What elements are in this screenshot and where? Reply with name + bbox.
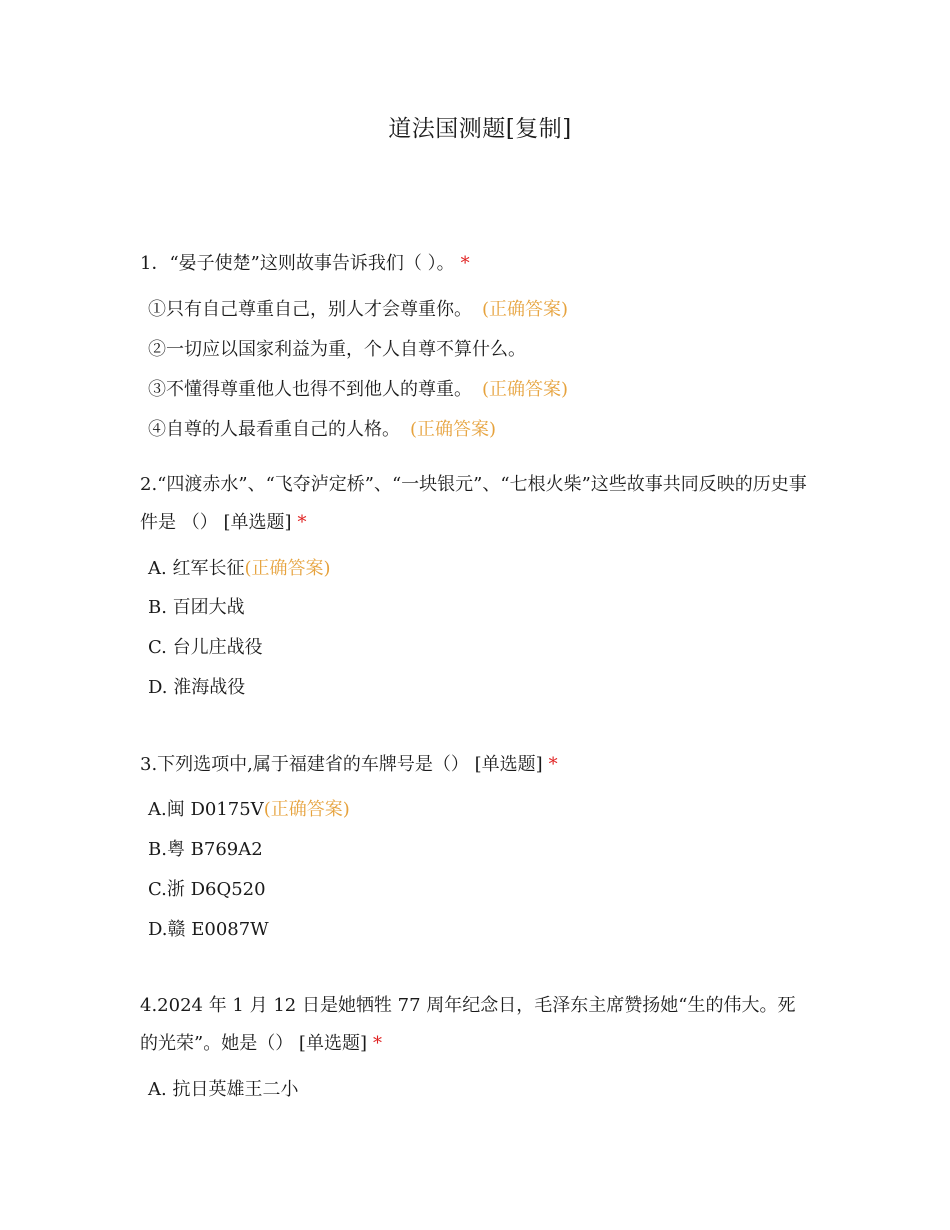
- option-label: ③不懂得尊重他人也得不到他人的尊重。: [148, 379, 472, 400]
- required-mark: *: [372, 1033, 382, 1054]
- question-2: [140, 466, 810, 542]
- correct-answer-tag: (正确答案): [482, 299, 569, 320]
- option-label: ①只有自己尊重自己，别人才会尊重你。: [148, 299, 472, 320]
- required-mark: *: [460, 253, 470, 274]
- q2-option-d[interactable]: [148, 676, 245, 700]
- question-text: 3.下列选项中,属于福建省的车牌号是（） [单选题]: [140, 754, 543, 775]
- q4-option-a[interactable]: [148, 1078, 298, 1102]
- correct-answer-tag: (正确答案): [244, 558, 331, 579]
- q2-option-a[interactable]: [148, 557, 331, 581]
- q3-option-a[interactable]: [148, 798, 350, 822]
- question-4: [140, 987, 810, 1063]
- q3-option-c[interactable]: [148, 878, 266, 902]
- correct-answer-tag: (正确答案): [263, 799, 350, 820]
- option-label: D. 淮海战役: [148, 677, 246, 698]
- required-mark: *: [297, 512, 307, 533]
- option-label: C.浙 D6Q520: [148, 879, 266, 900]
- option-label: ④自尊的人最看重自己的人格。: [148, 419, 400, 440]
- correct-answer-tag: (正确答案): [482, 379, 569, 400]
- q2-option-c[interactable]: [148, 636, 263, 660]
- q3-option-b[interactable]: [148, 838, 263, 862]
- correct-answer-tag: (正确答案): [410, 419, 497, 440]
- question-3: [140, 746, 810, 784]
- option-label: C. 台儿庄战役: [148, 637, 263, 658]
- required-mark: *: [548, 754, 558, 775]
- q1-option-2[interactable]: [148, 338, 526, 362]
- page-title: 道法国测题[复制]: [388, 116, 572, 142]
- question-1: [140, 245, 810, 283]
- option-label: B. 百团大战: [148, 597, 245, 618]
- question-text: 1．“晏子使楚”这则故事告诉我们（ ）。: [140, 253, 455, 274]
- question-text: 4.2024 年 1 月 12 日是她牺牲 77 周年纪念日，毛泽东主席赞扬她“生的伟大。死的光荣”。她是（） [单选题]: [140, 995, 796, 1054]
- option-label: A.闽 D0175V: [148, 799, 264, 820]
- q1-option-4[interactable]: [148, 418, 496, 442]
- option-label: D.赣 E0087W: [148, 919, 269, 940]
- option-label: A. 红军长征: [148, 558, 245, 579]
- q1-option-3[interactable]: [148, 378, 568, 402]
- option-label: A. 抗日英雄王二小: [148, 1079, 299, 1100]
- question-text: 2.“四渡赤水”、“飞夺泸定桥”、“一块银元”、“七根火柴”这些故事共同反映的历史事件是 （） [单选题]: [140, 474, 807, 533]
- q2-option-b[interactable]: [148, 596, 245, 620]
- q1-option-1[interactable]: [148, 298, 568, 322]
- q3-option-d[interactable]: [148, 918, 269, 942]
- option-label: ②一切应以国家利益为重，个人自尊不算什么。: [148, 339, 526, 360]
- option-label: B.粤 B769A2: [148, 839, 263, 860]
